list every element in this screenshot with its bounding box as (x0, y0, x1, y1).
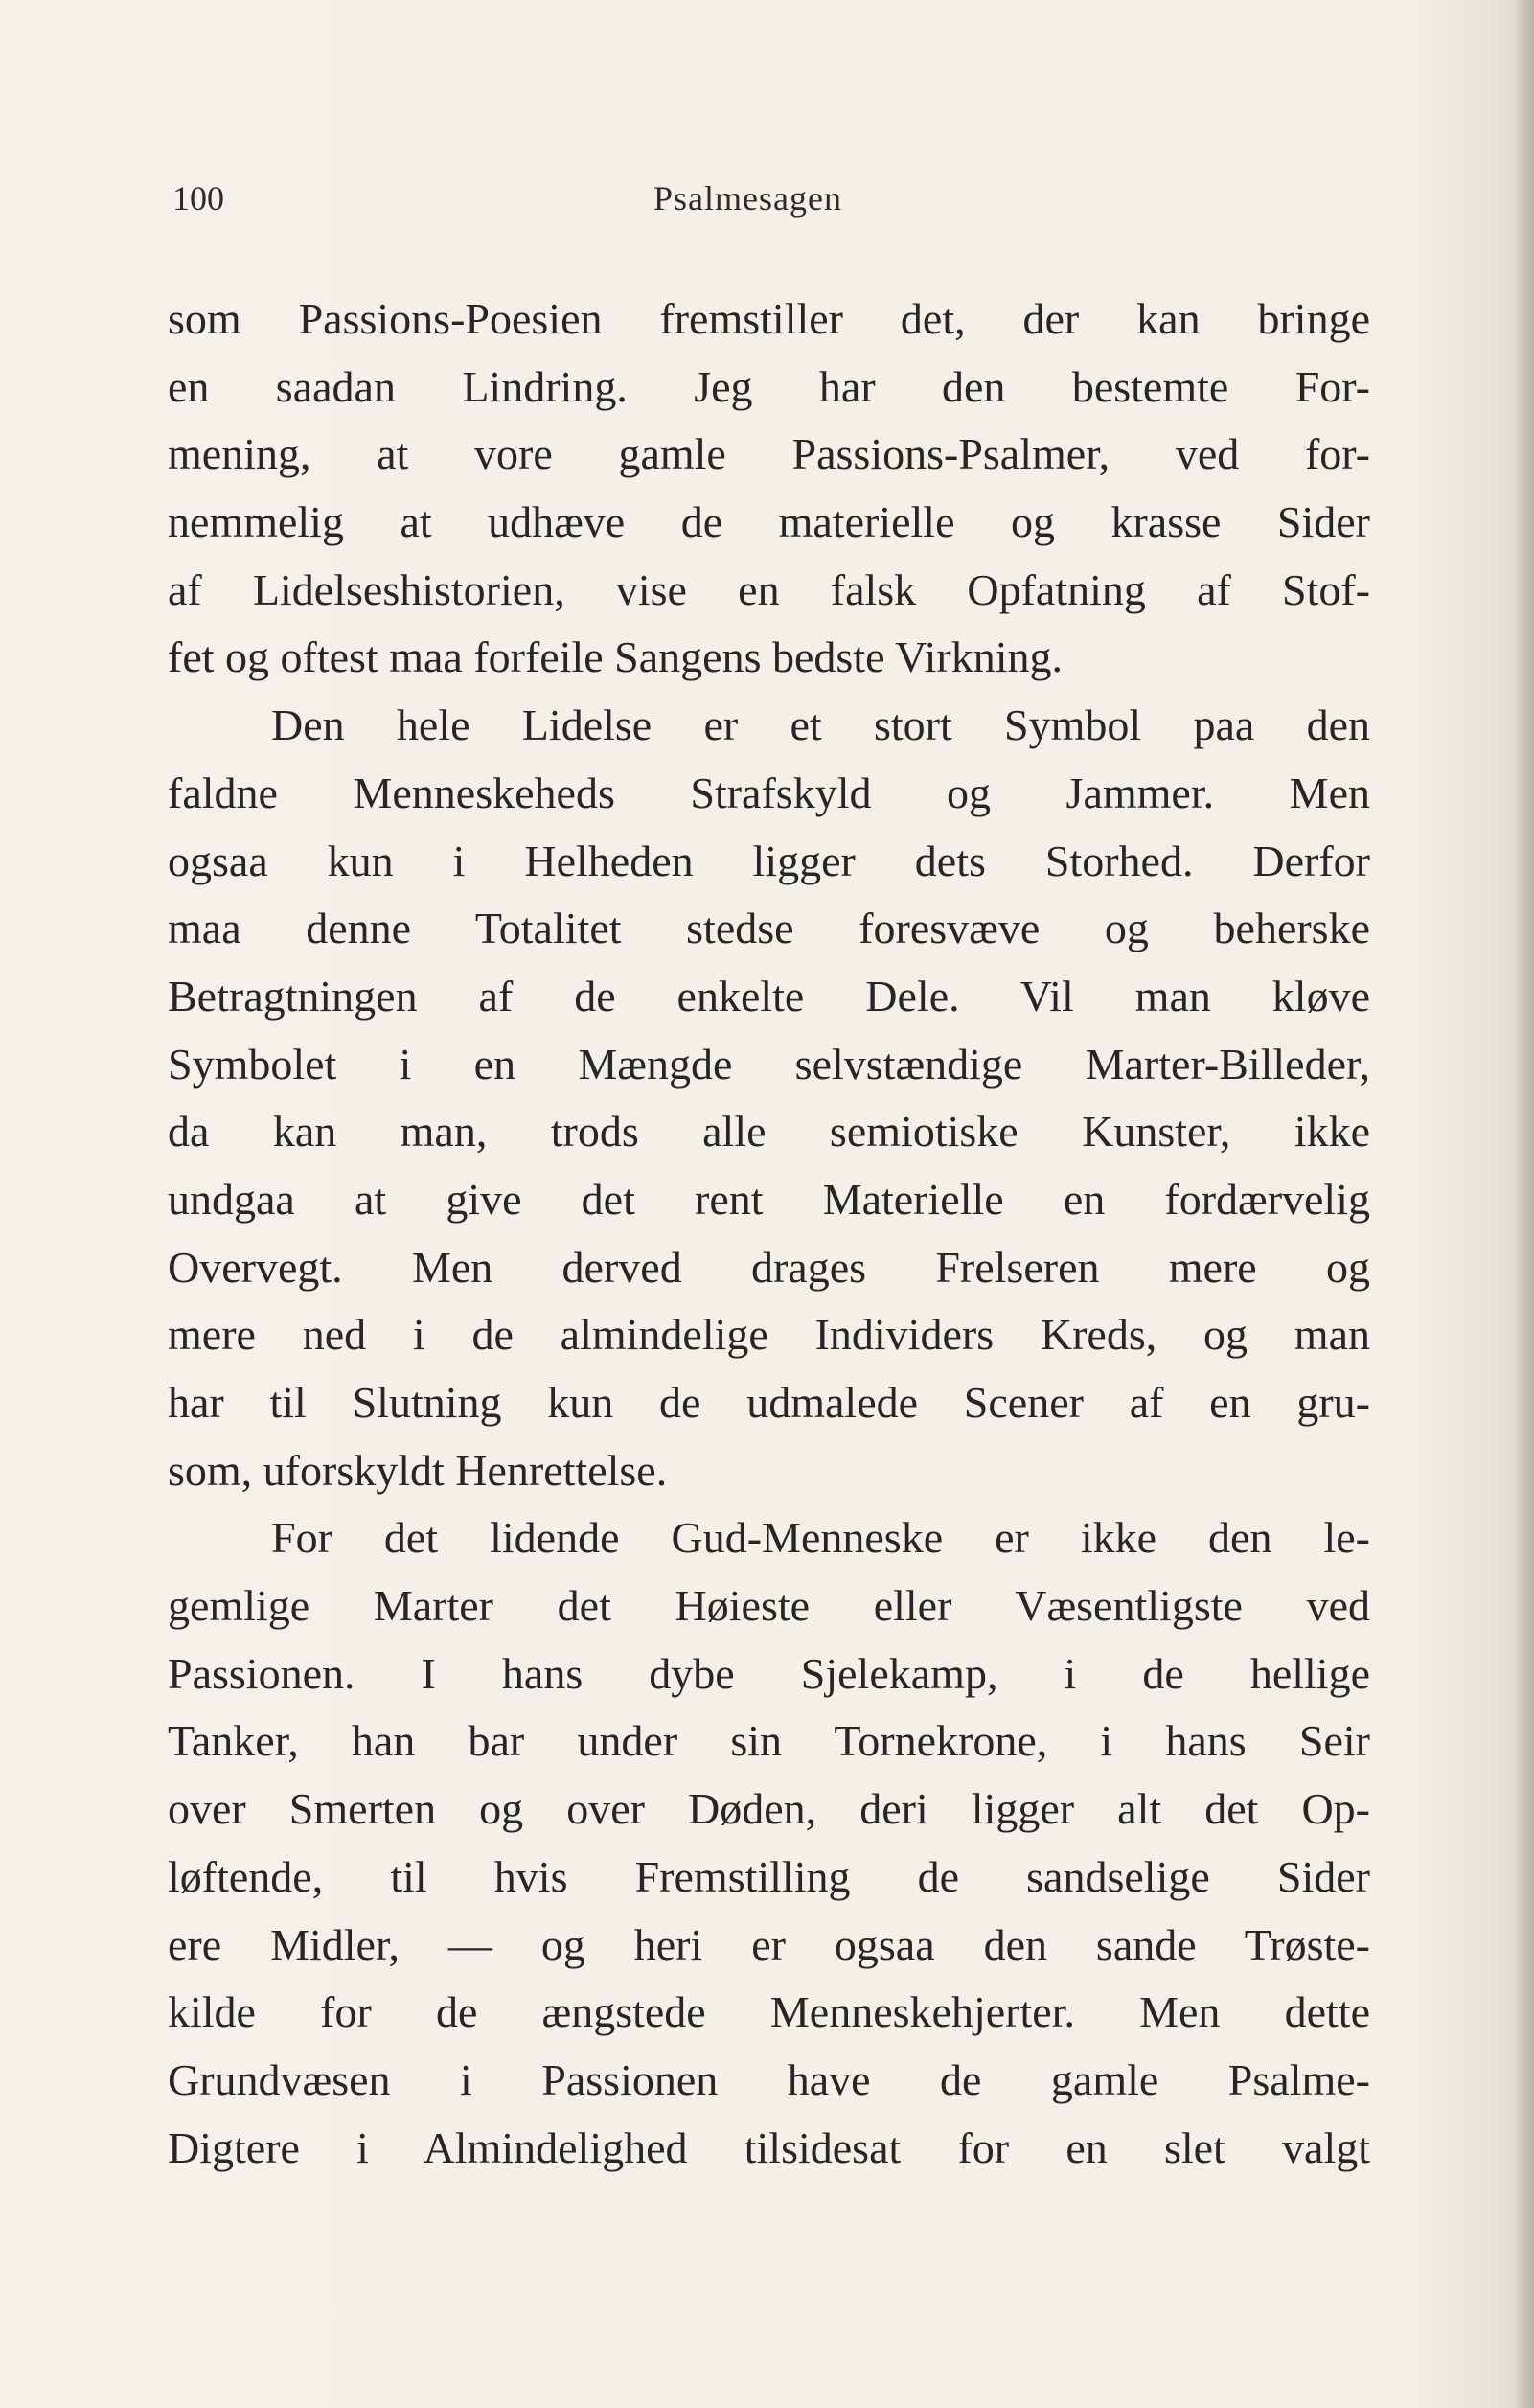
text-line: nemmelig at udhæve de materielle og krasse Sider (168, 497, 1370, 547)
page-number: 100 (172, 179, 224, 218)
text-line: som Passions-Poesien fremstiller det, der kan bringe (168, 294, 1370, 343)
paragraph-start-line: For det lidende Gud-Menneske er ikke den le- (271, 1513, 1370, 1563)
text-line: af Lidelseshistorien, vise en falsk Opfatning af Stof- (168, 564, 1370, 614)
running-head: Psalmesagen (653, 179, 842, 218)
text-line: da kan man, trods alle semiotiske Kunster, ikke (168, 1107, 1370, 1157)
text-line: maa denne Totalitet stedse foresvæve og beherske (168, 904, 1370, 953)
text-line: som, uforskyldt Henrettelse. (168, 1445, 668, 1495)
text-line: ogsaa kun i Helheden ligger dets Storhed. Derfor (168, 836, 1370, 885)
text-line: over Smerten og over Døden, deri ligger alt det Op- (168, 1784, 1370, 1834)
text-line: faldne Menneskeheds Strafskyld og Jammer. Men (168, 768, 1370, 817)
text-line: kilde for de ængstede Menneskehjerter. Men dette (168, 1987, 1370, 2037)
text-line: Betragtningen af de enkelte Dele. Vil man kløve (168, 971, 1370, 1021)
text-line: en saadan Lindring. Jeg har den bestemte For- (168, 361, 1370, 411)
text-line: undgaa at give det rent Materielle en fordærvelig (168, 1174, 1370, 1224)
text-line: har til Slutning kun de udmalede Scener af en gru- (168, 1378, 1370, 1427)
text-line: Overvegt. Men derved drages Frelseren mere og (168, 1242, 1370, 1292)
paragraph-start-line: Den hele Lidelse er et stort Symbol paa den (271, 700, 1370, 750)
text-line: fet og oftest maa forfeile Sangens bedste Virkning. (168, 632, 1064, 682)
text-line: ere Midler, — og heri er ogsaa den sande Trøste- (168, 1919, 1370, 1969)
body-text (168, 286, 1370, 2182)
text-line: Grundvæsen i Passionen have de gamle Psalme- (168, 2054, 1370, 2104)
text-line: mere ned i de almindelige Individers Kreds, og man (168, 1310, 1370, 1360)
text-line: gemlige Marter det Høieste eller Væsentligste ved (168, 1581, 1370, 1631)
text-line: løftende, til hvis Fremstilling de sandselige Sider (168, 1851, 1370, 1901)
page-header (172, 174, 1370, 222)
text-line: Symbolet i en Mængde selvstændige Marter-Billeder, (168, 1039, 1370, 1089)
text-line: Digtere i Almindelighed tilsidesat for en slet valgt (168, 2122, 1370, 2172)
text-line: Passionen. I hans dybe Sjelekamp, i de hellige (168, 1648, 1370, 1698)
text-line: mening, at vore gamle Passions-Psalmer, ved for- (168, 429, 1370, 479)
page-edge (1513, 0, 1534, 2408)
text-line: Tanker, han bar under sin Tornekrone, i hans Seir (168, 1716, 1370, 1766)
